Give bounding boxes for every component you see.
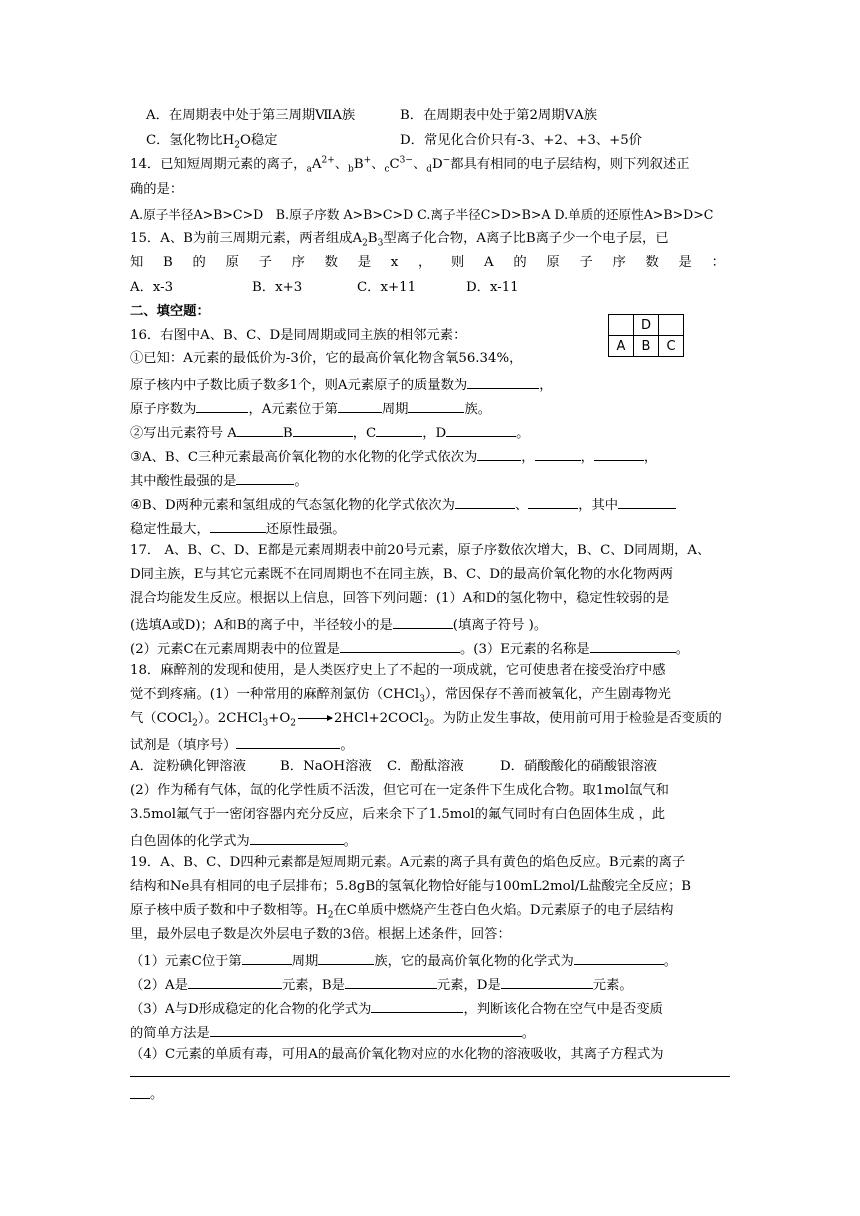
q18-option-d: D．硝酸酸化的硝酸银溶液 [500, 759, 657, 774]
q15-stem: 15．A、B为前三周期元素，两者组成$A_2B_3$型离子化合物，A离子比B离子少一个电子层，已 [130, 231, 669, 249]
answer-blank[interactable] [574, 950, 664, 965]
q18-option-b: B．NaOH溶液 [280, 759, 372, 774]
q17-line5: (2）元素C在元素周期表中的位置是 。(3）E元素的名称是 。 [130, 638, 689, 659]
answer-blank[interactable] [528, 494, 578, 509]
answer-blank[interactable] [618, 494, 676, 509]
q19-line3: 原子核中质子数和中子数相等。$H_2$在C单质中燃烧产生苍白色火焰。D元素原子的电子层结构 [130, 903, 674, 921]
grid-cell-a: A [609, 336, 634, 357]
q16-line5: ②写出元素符号 A B ，C ，D 。 [130, 422, 529, 443]
q17-line1: 17． A、B、C、D、E都是元素周期表中前20号元素，原子序数依次增大，B、C、D同周期，A、 [130, 543, 711, 558]
answer-blank[interactable] [501, 974, 593, 989]
answer-blank[interactable] [345, 974, 437, 989]
q16-line3: 原子核内中子数比质子数多1个，则A元素原子的质量数为 ， [130, 374, 552, 395]
answer-blank[interactable] [196, 398, 248, 413]
q14-stem-line2: 确的是： [130, 182, 184, 197]
q18-line6: (2）作为稀有气体，氙的化学性质不活泼，但它可在一定条件下生成化合物。取1mol氙气和 [130, 783, 669, 798]
q18-line2: 觉不到疼痛。(1）一种常用的麻醉剂氯仿（CHCl$_3$），常因保存不善而被氧化，产生剧毒物光 [130, 687, 671, 705]
q19-line6: （2）A是 元素，B是 元素，D是 元素。 [130, 974, 633, 995]
q16-line6: ③A、B、C三种元素最高价氧化物的水化物的化学式依次为 ， ， ， [130, 446, 657, 467]
q19-line1: 19．A、B、C、D四种元素都是短周期元素。A元素的离子具有黄色的焰色反应。B元素的离子 [130, 855, 686, 870]
q15-option-b: B．x+3 [252, 280, 303, 295]
grid-cell-c: C [659, 336, 684, 357]
q17-line2: D同主族，E与其它元素既不在同周期也不在同主族，B、C、D的最高价氧化物的水化物两两 [130, 567, 673, 582]
answer-blank[interactable] [250, 830, 344, 845]
answer-blank[interactable] [340, 638, 460, 653]
q18-line4: 试剂是（填序号） 。 [130, 734, 354, 755]
reaction-arrow-icon [298, 718, 332, 719]
answer-blank[interactable] [210, 518, 266, 533]
answer-blank[interactable] [236, 734, 340, 749]
q16-line9: 稳定性最大， 还原性最强。 [130, 518, 346, 539]
section-title: 二、填空题： [130, 304, 210, 319]
q19-line5: （1）元素C位于第 周期 族，它的最高价氧化物的化学式为 。 [130, 950, 677, 971]
answer-blank[interactable] [376, 422, 422, 437]
q18-option-c: C．酚酞溶液 [387, 759, 464, 774]
answer-blank[interactable] [210, 1022, 522, 1037]
q18-line1: 18．麻醉剂的发现和使用，是人类医疗史上了不起的一项成就，它可使患者在接受治疗中感 [130, 663, 666, 678]
q17-line4: (选填A或D)；A和B的离子中，半径较小的是 (填离子符号 )。 [130, 614, 547, 635]
q19-line4: 里，最外层电子数是次外层电子数的3倍。根据上述条件，回答： [130, 927, 511, 942]
answer-blank[interactable] [590, 638, 676, 653]
answer-blank[interactable] [371, 998, 463, 1013]
grid-cell-d: D [634, 315, 659, 336]
q19-line8: 的简单方法是 。 [130, 1022, 535, 1043]
answer-blank[interactable] [455, 494, 515, 509]
q17-line3: 混合均能发生反应。根据以上信息，回答下列问题：(1）A和D的氢化物中，稳定性较弱的是 [130, 591, 670, 606]
answer-blank[interactable] [408, 398, 464, 413]
q13-option-d: D．常见化合价只有-3、+2、+3、+5价 [400, 133, 642, 148]
answer-blank[interactable] [318, 950, 374, 965]
q15-stem-line2: 知 B 的 原 子 序 数 是 x ， 则 A 的 原 子 序 数 是 ： [130, 255, 725, 270]
answer-line[interactable] [130, 1076, 730, 1077]
q16-line8: ④B、D两种元素和氢组成的气态氢化物的化学式依次为 、 ，其中 [130, 494, 676, 515]
answer-blank[interactable] [535, 446, 581, 461]
answer-blank[interactable] [242, 950, 292, 965]
q16-line7: 其中酸性最强的是 。 [130, 470, 308, 491]
answer-blank[interactable] [237, 422, 283, 437]
q16-line4: 原子序数为 ，A元素位于第 周期 族。 [130, 398, 491, 419]
q18-option-a: A．淀粉碘化钾溶液 [130, 759, 246, 774]
answer-blank[interactable] [467, 374, 539, 389]
q18-line8: 白色固体的化学式为 。 [130, 830, 357, 851]
q16-line2: ①已知：A元素的最低价为-3价，它的最高价氧化物含氧56.34%， [130, 351, 523, 366]
q19-line2: 结构和Ne具有相同的电子层排布；5.8gB的氢氧化物恰好能与100mL2mol/L盐酸完全反应；B [130, 879, 692, 894]
q13-option-a: A．在周期表中处于第三周期ⅦA族 [146, 108, 356, 123]
answer-blank[interactable] [236, 470, 294, 485]
answer-blank[interactable] [393, 614, 453, 629]
answer-blank[interactable] [594, 446, 644, 461]
q15-option-c: C．x+11 [357, 280, 417, 295]
q13-option-b: B．在周期表中处于第2周期ⅤA族 [400, 108, 597, 123]
q15-option-a: A．x-3 [130, 280, 174, 295]
periodic-grid [608, 314, 684, 357]
q14-options: A.原子半径A>B>C>D B.原子序数 A>B>C>D C.离子半径C>D>B>A D.单质的还原性A>B>D>C [130, 207, 714, 222]
q19-line11: 。 [150, 1087, 164, 1102]
q15-option-d: D．x-11 [466, 280, 519, 295]
q16-line1: 16．右图中A、B、C、D是同周期或同主族的相邻元素： [130, 328, 467, 343]
q19-line9: （4）C元素的单质有毒，可用A的最高价氧化物对应的水化物的溶液吸收，其离子方程式为 [130, 1047, 664, 1062]
answer-blank[interactable] [338, 398, 382, 413]
q18-line3: 气（COCl$_2$）。$2CHCl_3+O_2$ 2HCl+2COCl$_2$。为防止发生事故，使用前可用于检验是否变质的 [130, 711, 722, 729]
q14-stem: 14．已知短周期元素的离子，$_aA^{2+}$、$_b$B+、$_cC^{3-}$、$_d$D−都具有相同的电子层结构，则下列叙述正 [130, 155, 690, 175]
q19-line7: （3）A与D形成稳定的化合物的化学式为 ，判断该化合物在空气中是否变质 [130, 998, 663, 1019]
answer-blank[interactable] [188, 974, 282, 989]
grid-cell [609, 315, 634, 336]
q18-line7: 3.5mol氟气于一密闭容器内充分反应，后来余下了1.5mol的氟气同时有白色固体生成 ，此 [130, 807, 666, 822]
answer-blank[interactable] [446, 422, 516, 437]
grid-cell [659, 315, 684, 336]
q13-option-c: C．氢化物比$H_2O$稳定 [146, 133, 278, 151]
answer-blank[interactable] [293, 422, 353, 437]
grid-cell-b: B [634, 336, 659, 357]
answer-blank[interactable] [477, 446, 521, 461]
answer-line[interactable] [130, 1098, 150, 1099]
